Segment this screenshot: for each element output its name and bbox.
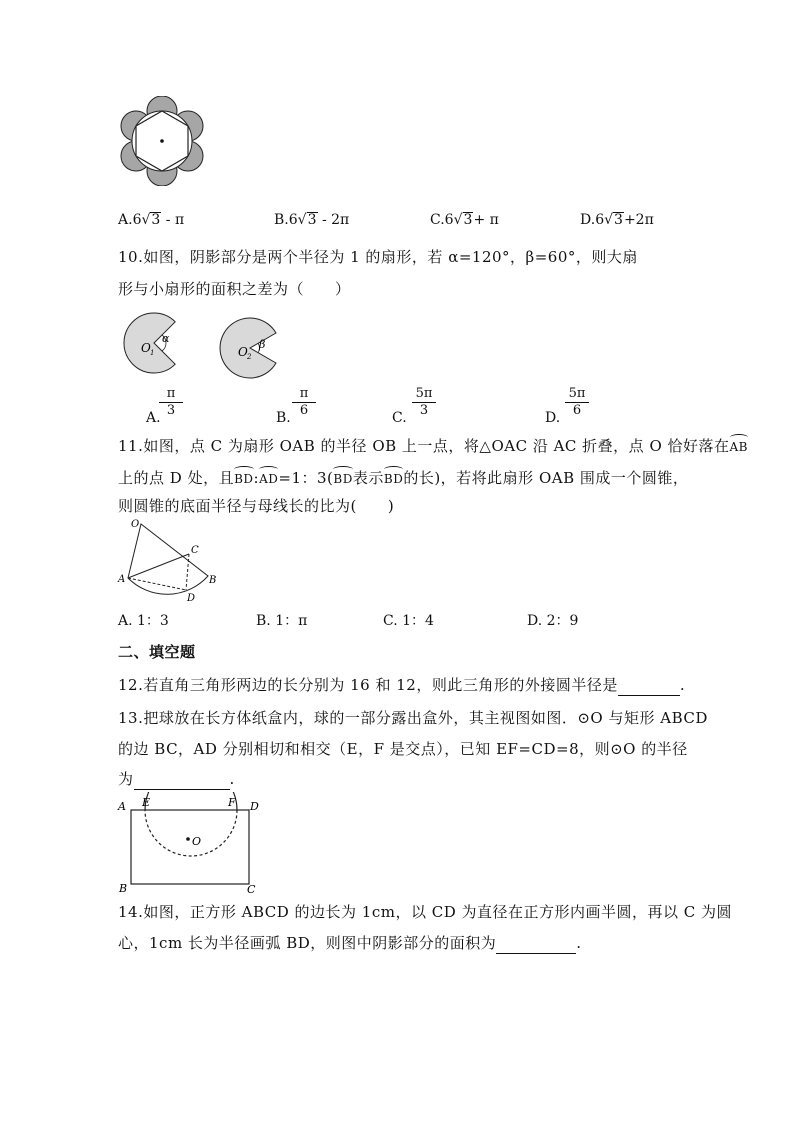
q10-label-beta: β xyxy=(259,338,266,351)
q13-label-c: C xyxy=(247,883,256,896)
q10-option-d-letter: D. xyxy=(545,410,561,426)
q11-label-a: A xyxy=(118,574,126,585)
q14-stem-line1: 14.如图，正方形 ABCD 的边长为 1cm，以 CD 为直径在正方形内画半圆，再以 C 为圆 xyxy=(118,903,733,921)
q13-stem-line1: 13.把球放在长方体纸盒内，球的一部分露出盒外，其主视图如图．⊙O 与矩形 ABCD xyxy=(118,709,708,727)
q9-option-c: C.6√3+ π xyxy=(430,212,499,228)
q11-stem-line2: 上的点 D 处，且BD:AD=1：3(BD表示BD的长)，若将此扇形 OAB 围成一个圆锥， xyxy=(118,466,688,489)
q9-option-b: B.6√3 - 2π xyxy=(274,212,350,228)
q11-arc-ab: AB xyxy=(730,434,748,457)
q10-stem-line1: 10.如图，阴影部分是两个半径为 1 的扇形，若 α=120°，β=60°，则大扇 xyxy=(118,248,638,266)
q11-label-c: C xyxy=(191,545,199,556)
q13-label-a: A xyxy=(118,800,126,813)
q10-label-o1-sub: 1 xyxy=(150,349,155,357)
q9-option-d: D.6√3+2π xyxy=(580,212,654,228)
q9-hexagon-figure xyxy=(116,96,208,186)
q10-stem-line2: 形与小扇形的面积之差为（ ） xyxy=(118,280,351,298)
q13-label-e: E xyxy=(142,796,151,809)
q10-option-a-fraction: $\frac{\pi}{3}$ xyxy=(159,386,183,419)
q12-stem: 12.若直角三角形两边的长分别为 16 和 12，则此三角形的外接圆半径是 . xyxy=(118,676,686,694)
q10-option-d-fraction: $\frac{5\pi}{6}$ xyxy=(565,386,589,419)
q11-option-a: A. 1：3 xyxy=(118,613,169,629)
q11-stem-line1: 11.如图，点 C 为扇形 OAB 的半径 OB 上一点，将△OAC 沿 AC 折叠，点 O 恰好落在AB xyxy=(118,434,748,457)
q11-option-c: C. 1：4 xyxy=(383,613,434,629)
q10-option-b-fraction: $\frac{\pi}{6}$ xyxy=(292,386,316,419)
q9-option-a: A.6√3 - π xyxy=(118,212,185,228)
q13-stem-line3: 为 . xyxy=(118,770,235,788)
q13-label-f: F xyxy=(228,796,236,809)
q13-label-o: O xyxy=(192,835,202,848)
q13-stem-line2: 的边 BC，AD 分别相切和相交（E，F 是交点），已知 EF=CD=8，则⊙O 的半径 xyxy=(118,740,688,758)
q11-label-o: O xyxy=(131,519,140,530)
q11-label-d: D xyxy=(187,593,196,604)
q12-answer-blank[interactable] xyxy=(618,675,680,696)
q13-ball-in-box-figure xyxy=(116,792,266,896)
q10-option-b-letter: B. xyxy=(276,410,291,426)
section-fill-in-title: 二、填空题 xyxy=(118,643,196,661)
q11-label-b: B xyxy=(209,575,217,586)
q14-answer-blank[interactable] xyxy=(496,933,576,954)
q10-label-alpha: α xyxy=(162,332,170,345)
q11-stem-line3: 则圆锥的底面半径与母线长的比为( ) xyxy=(118,497,395,515)
q11-option-d: D. 2：9 xyxy=(527,613,579,629)
q10-option-c-fraction: $\frac{5\pi}{3}$ xyxy=(412,386,436,419)
q13-label-b: B xyxy=(119,882,128,895)
q10-sectors-figure xyxy=(116,304,296,386)
q10-option-c-letter: C. xyxy=(392,410,407,426)
q10-label-o1: O xyxy=(141,341,151,355)
q14-stem-line2: 心，1cm 长为半径画弧 BD，则图中阴影部分的面积为 . xyxy=(118,934,582,952)
q13-answer-blank[interactable] xyxy=(134,769,230,790)
q10-label-o2-sub: 2 xyxy=(247,353,252,361)
q11-option-b: B. 1：π xyxy=(256,613,308,629)
q10-label-o2: O xyxy=(238,345,248,359)
q11-sector-figure xyxy=(116,518,226,604)
q13-label-d: D xyxy=(250,800,259,813)
q10-option-a-letter: A. xyxy=(146,410,161,426)
